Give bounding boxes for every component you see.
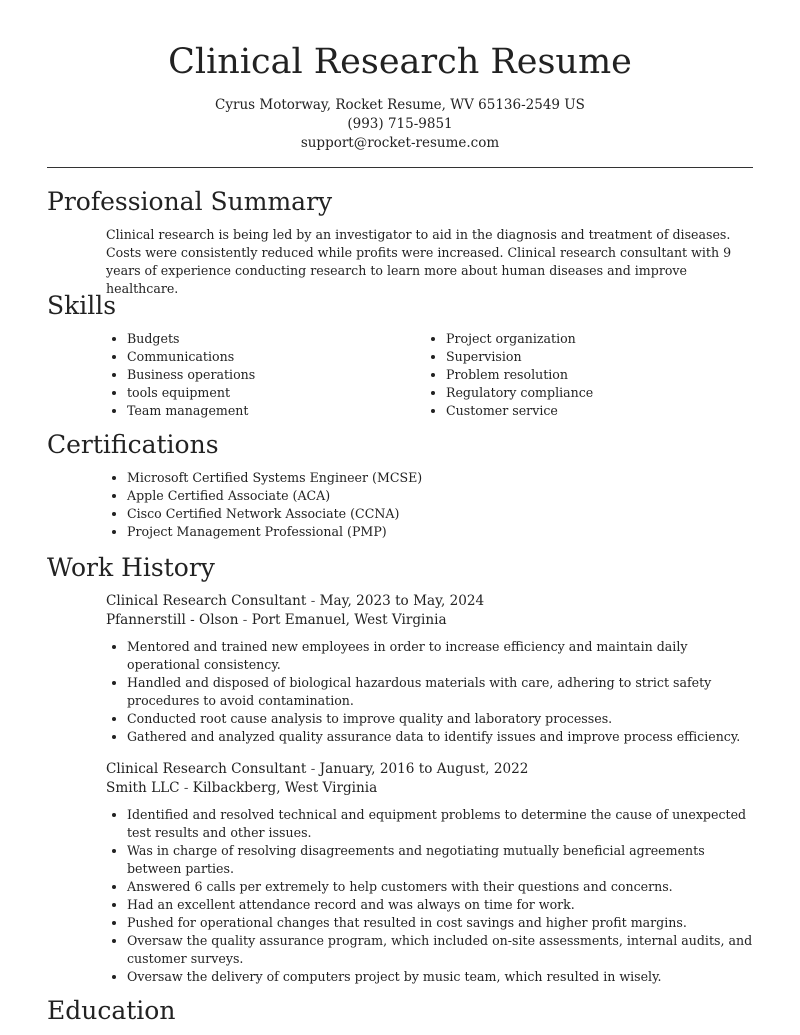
job-bullet: • Identified and resolved technical and equipment problems to determine the cause of unexpected test results and other issues. (127, 806, 756, 842)
certification-item: • Cisco Certified Network Associate (CCNA) (127, 505, 756, 523)
job-bullets (106, 638, 756, 746)
job-title: Clinical Research Consultant (106, 593, 307, 609)
phone-text: (993) 715-9851 (347, 116, 453, 132)
job-dates: January, 2016 to August, 2022 (319, 761, 529, 777)
skill-item: • Regulatory compliance (446, 384, 744, 402)
skills-list (106, 330, 756, 420)
skill-item: • Business operations (127, 366, 425, 384)
job-bullet: • Was in charge of resolving disagreements and negotiating mutually beneficial agreements between parties. (127, 842, 756, 878)
skills-column-left (106, 330, 425, 420)
job-bullet: • Oversaw the quality assurance program, which included on-site assessments, internal audits, and customer surveys. (127, 932, 756, 968)
address-text: Cyrus Motorway, Rocket Resume, WV 65136-2549 US (215, 97, 585, 113)
job-title: Clinical Research Consultant (106, 761, 307, 777)
job-bullet: • Handled and disposed of biological hazardous materials with care, adhering to strict safety procedures to avoid contamination. (127, 674, 756, 710)
job-entry (106, 592, 756, 746)
separator: - (310, 593, 316, 609)
job-bullets (106, 806, 756, 986)
skill-item: • Problem resolution (446, 366, 744, 384)
job-bullet: • Answered 6 calls per extremely to help customers with their questions and concerns. (127, 878, 756, 896)
job-bullet: • Oversaw the delivery of computers project by music team, which resulted in wisely. (127, 968, 756, 986)
skill-item: • Customer service (446, 402, 744, 420)
job-bullet: • Conducted root cause analysis to improve quality and laboratory processes. (127, 710, 756, 728)
separator: - (183, 780, 189, 796)
job-bullet: • Mentored and trained new employees in order to increase efficiency and maintain daily operational consistency. (127, 638, 756, 674)
job-bullet: • Had an excellent attendance record and was always on time for work. (127, 896, 756, 914)
email-text: support@rocket-resume.com (300, 135, 500, 151)
header-divider (47, 167, 753, 168)
job-bullet: • Pushed for operational changes that resulted in cost savings and higher profit margins. (127, 914, 756, 932)
job-title-line (106, 760, 756, 779)
skill-item: • Communications (127, 348, 425, 366)
contact-info (0, 96, 800, 153)
certifications-list (106, 469, 756, 541)
certifications-heading: Certifications (47, 430, 219, 459)
job-location: Port Emanuel, West Virginia (251, 612, 447, 628)
skill-item: • Team management (127, 402, 425, 420)
education-heading: Education (47, 996, 176, 1025)
skills-heading: Skills (47, 291, 117, 320)
work-history-heading: Work History (47, 553, 215, 582)
summary-heading: Professional Summary (47, 187, 333, 216)
certification-item: • Project Management Professional (PMP) (127, 523, 756, 541)
resume-header (0, 0, 800, 153)
skill-item: • tools equipment (127, 384, 425, 402)
skill-item: • Budgets (127, 330, 425, 348)
skill-item: • Project organization (446, 330, 744, 348)
skill-item: • Supervision (446, 348, 744, 366)
certification-item: • Apple Certified Associate (ACA) (127, 487, 756, 505)
job-company: Pfannerstill - Olson (106, 612, 239, 628)
job-company-line (106, 779, 756, 798)
job-title-line (106, 592, 756, 611)
certification-item: • Microsoft Certified Systems Engineer (MCSE) (127, 469, 756, 487)
job-entry (106, 760, 756, 986)
separator: - (310, 761, 316, 777)
page-title: Clinical Research Resume (168, 42, 632, 82)
job-bullet: • Gathered and analyzed quality assurance data to identify issues and improve process efficiency. (127, 728, 756, 746)
job-company: Smith LLC (106, 780, 180, 796)
job-location: Kilbackberg, West Virginia (192, 780, 378, 796)
separator: - (242, 612, 248, 628)
summary-text: Clinical research is being led by an investigator to aid in the diagnosis and treatment of diseases. Costs were consistently reduced while profits were increased. Clinical research consultant with 9 years of experience conducting research to learn more about human diseases and improve healthcare. (106, 227, 732, 296)
job-dates: May, 2023 to May, 2024 (319, 593, 485, 609)
skills-column-right (425, 330, 744, 420)
job-company-line (106, 611, 756, 630)
